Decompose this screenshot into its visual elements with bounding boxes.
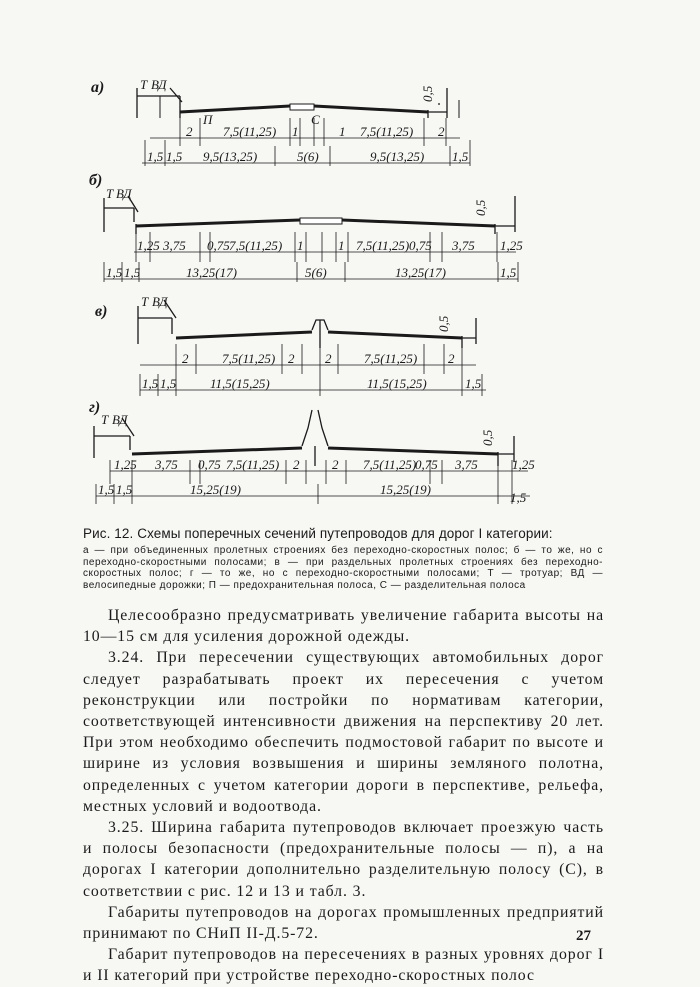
dim-b-top-7: 7,5(11,25) bbox=[356, 238, 410, 253]
dim-a-bot-6: 1,5 bbox=[452, 149, 469, 164]
figure-caption-title: Рис. 12. Схемы поперечных сечений путепроводов для дорог I категории: bbox=[83, 526, 553, 541]
dim-g-top-2: 3,75 bbox=[155, 457, 178, 472]
figure-caption-body: а — при объединенных пролетных строениях без переходно-скоростных полос; б — то же, но с переходно-скоростными полосами; в — при раздельных пролетных строениях без переходно-скоростных полос; г — то же, но с переходно-скоростными полосами; Т — тротуар; ВД — велосипедные дорожки; П — предохранительная полоса, С — разделительная полоса bbox=[83, 545, 603, 591]
dim-v-top-5: 7,5(11,25) bbox=[364, 351, 418, 366]
dim-b-bot-6: 1,5 bbox=[500, 265, 517, 280]
dim-g-top-7: 7,5(11,25) bbox=[363, 457, 417, 472]
diagram-v bbox=[95, 294, 486, 396]
dim-b-bot-5: 13,25(17) bbox=[395, 265, 446, 280]
diagram-g bbox=[89, 399, 535, 505]
dim-v-top-3: 2 bbox=[288, 351, 295, 366]
dim-g-top-3: 0,75 bbox=[198, 457, 221, 472]
diagram-b-label: б) bbox=[89, 172, 103, 189]
sidewalk-label: Т bbox=[141, 294, 149, 309]
dim-b-top-4: 7,5(11,25) bbox=[229, 238, 283, 253]
bikeway-label: ВД bbox=[112, 412, 128, 427]
dim-b-top-6: 1 bbox=[338, 238, 345, 253]
dim-a-top-1: 2 bbox=[186, 124, 193, 139]
sidewalk-label: Т bbox=[140, 77, 148, 92]
page-number: 27 bbox=[576, 928, 591, 944]
dim-g-bot-5: 1,5 bbox=[510, 490, 527, 505]
dim-v-bot-4: 11,5(15,25) bbox=[367, 376, 427, 391]
diagram-a bbox=[91, 77, 470, 166]
dim-a-bot-4: 5(6) bbox=[297, 149, 319, 164]
dim-a-bot-2: 1,5 bbox=[166, 149, 183, 164]
dim-g-top-5: 2 bbox=[293, 457, 300, 472]
dim-a-bot-1: 1,5 bbox=[147, 149, 164, 164]
dim-v-top-4: 2 bbox=[325, 351, 332, 366]
dim-a-top-3: 1 bbox=[292, 124, 299, 139]
dim-v-bot-2: 1,5 bbox=[160, 376, 177, 391]
diagram-a-label: а) bbox=[91, 79, 105, 96]
diagram-v-label: в) bbox=[95, 303, 108, 320]
dim-v-bot-1: 1,5 bbox=[142, 376, 159, 391]
paragraph: 3.25. Ширина габарита путепроводов включает проезжую часть и полосы безопасности (предохранительные полосы — п), а на дорогах I категории дополнительно разделительную полосу (С), в соответствии с рис. 12 и 13 и табл. 3. bbox=[83, 819, 604, 900]
dim-g-bot-1: 1,5 bbox=[98, 482, 115, 497]
dim-g-top-1: 1,25 bbox=[114, 457, 137, 472]
dim-g-top-8: 0,75 bbox=[415, 457, 438, 472]
height-label-a: 0,5 bbox=[420, 85, 435, 102]
dim-a-top-5: 7,5(11,25) bbox=[360, 124, 414, 139]
dim-a-top-4: 1 bbox=[339, 124, 346, 139]
divider-label: С bbox=[311, 112, 320, 127]
paragraph: Габарит путепроводов на пересечениях в разных уровнях дорог I и II категорий при устройстве переходно-скоростных полос bbox=[83, 946, 604, 985]
dim-g-bot-4: 15,25(19) bbox=[380, 482, 431, 497]
height-label-b: 0,5 bbox=[473, 199, 488, 216]
height-label-g: 0,5 bbox=[480, 429, 495, 446]
dim-g-top-4: 7,5(11,25) bbox=[226, 457, 280, 472]
dim-b-bot-1: 1,5 bbox=[106, 265, 123, 280]
dim-v-top-6: 2 bbox=[448, 351, 455, 366]
height-label-v: 0,5 bbox=[436, 315, 451, 332]
sidewalk-label: Т bbox=[101, 412, 109, 427]
paragraph: 3.24. При пересечении существующих автомобильных дорог следует разрабатывать проект их пересечения с учетом реконструкции или постройки по нормативам категории, соответствующей интенсивности движения на перспективу 20 лет. При этом необходимо обеспечить подмостовой габарит по высоте и ширине из условия возвышения и ширины земляного полотна, определенных с учетом категории дороги в перспективе, рельефа, местных условий и водоотвода. bbox=[83, 649, 604, 815]
dim-b-bot-2: 1,5 bbox=[124, 265, 141, 280]
dim-a-top-2: 7,5(11,25) bbox=[223, 124, 277, 139]
diagram-g-label: г) bbox=[89, 399, 101, 416]
dim-b-top-3: 0,75 bbox=[207, 238, 230, 253]
paragraph: Целесообразно предусматривать увеличение габарита высоты на 10—15 см для усиления дорожной одежды. bbox=[83, 607, 604, 646]
dim-g-bot-2: 1,5 bbox=[116, 482, 133, 497]
dim-g-bot-3: 15,25(19) bbox=[190, 482, 241, 497]
dim-b-top-10: 1,25 bbox=[500, 238, 523, 253]
body-text bbox=[83, 605, 604, 987]
paragraph: Габариты путепроводов на дорогах промышленных предприятий принимают по СНиП II-Д.5-72. bbox=[83, 903, 604, 943]
dim-v-bot-5: 1,5 bbox=[465, 376, 482, 391]
bikeway-label: ВД bbox=[151, 77, 167, 92]
guard-label: П bbox=[203, 112, 213, 127]
bikeway-label: ВД bbox=[152, 294, 168, 309]
dim-b-top-9: 3,75 bbox=[452, 238, 475, 253]
diagram-b bbox=[89, 172, 523, 282]
dim-b-top-5: 1 bbox=[297, 238, 304, 253]
dim-a-bot-3: 9,5(13,25) bbox=[203, 149, 258, 164]
dim-v-top-1: 2 bbox=[182, 351, 189, 366]
dim-b-top-2: 3,75 bbox=[163, 238, 186, 253]
dim-a-top-6: 2 bbox=[438, 124, 445, 139]
bikeway-label: ВД bbox=[116, 186, 132, 201]
dim-v-top-2: 7,5(11,25) bbox=[222, 351, 276, 366]
dim-g-top-10: 1,25 bbox=[512, 457, 535, 472]
dim-a-bot-5: 9,5(13,25) bbox=[370, 149, 425, 164]
dim-b-top-8: 0,75 bbox=[409, 238, 432, 253]
dim-v-bot-3: 11,5(15,25) bbox=[210, 376, 270, 391]
dim-b-top-1: 1,25 bbox=[137, 238, 160, 253]
dim-g-top-9: 3,75 bbox=[455, 457, 478, 472]
dim-g-top-6: 2 bbox=[332, 457, 339, 472]
dim-b-bot-4: 5(6) bbox=[305, 265, 327, 280]
sidewalk-label: Т bbox=[106, 186, 114, 201]
dim-b-bot-3: 13,25(17) bbox=[186, 265, 237, 280]
